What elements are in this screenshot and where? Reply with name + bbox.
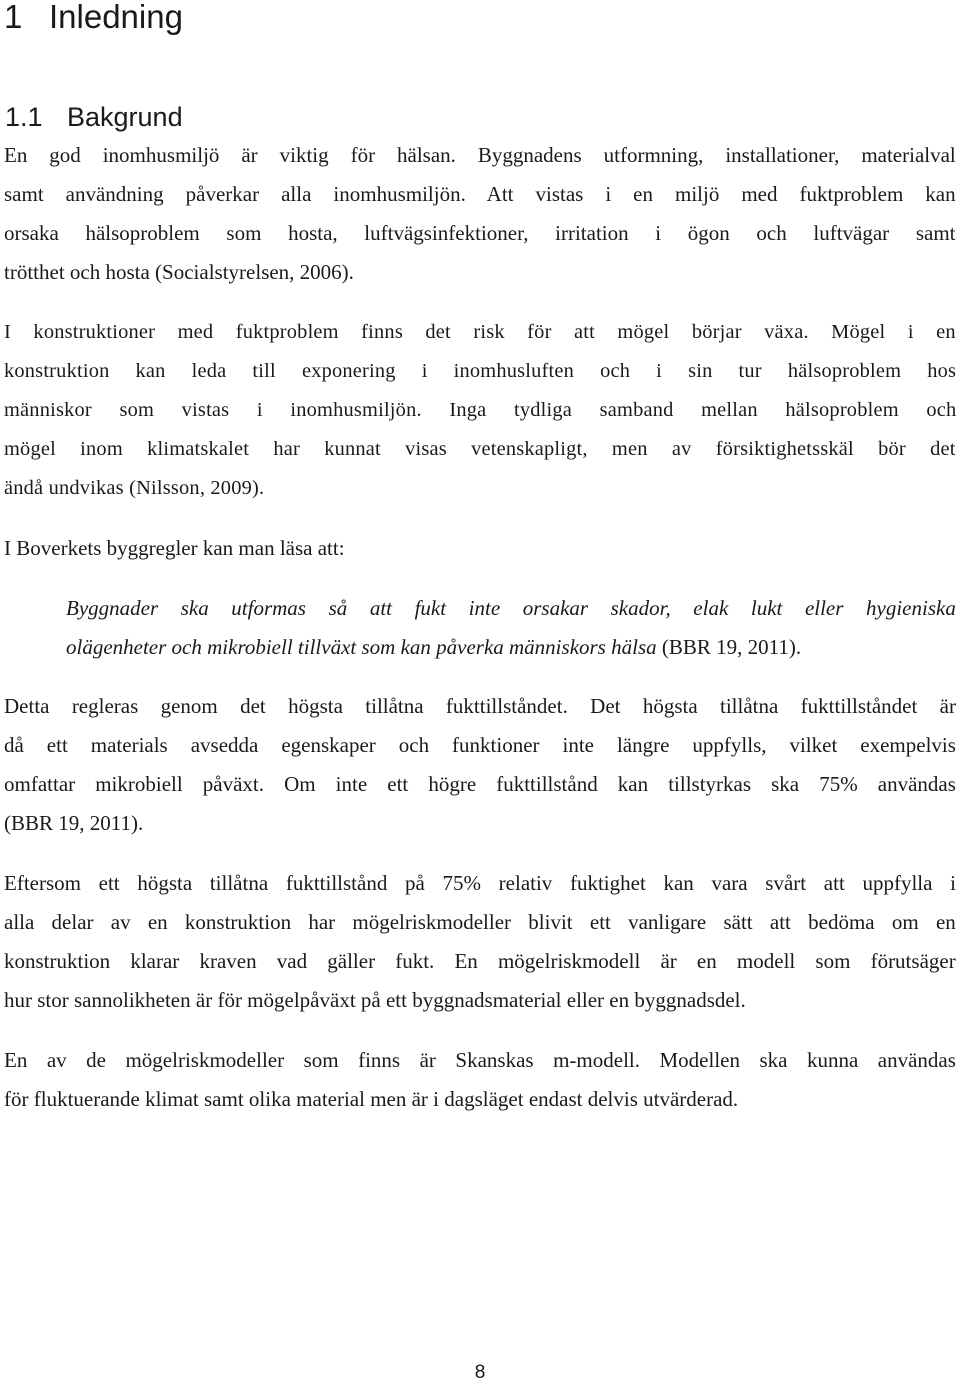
paragraph-line: Eftersom ett högsta tillåtna fukttillstånd på 75% relativ fuktighet kan vara svårt att uppfylla i: [4, 871, 956, 895]
paragraph-line: konstruktion klarar kraven vad gäller fukt. En mögelriskmodell är en modell som förutsäger: [4, 949, 956, 973]
quote-citation: (BBR 19, 2011).: [656, 635, 802, 659]
paragraph-line: samt användning påverkar alla inomhusmiljön. Att vistas i en miljö med fuktproblem kan: [4, 182, 956, 206]
paragraph-line: orsaka hälsoproblem som hosta, luftvägsinfektioner, irritation i ögon och luftvägar samt: [4, 221, 956, 245]
quote-text: olägenheter och mikrobiell tillväxt som kan påverka människors hälsa: [66, 635, 657, 659]
paragraph-line: trötthet och hosta (Socialstyrelsen, 2006).: [4, 260, 354, 284]
section-number: 1.1: [5, 102, 43, 132]
paragraph-line: I konstruktioner med fuktproblem finns det risk för att mögel börjar växa. Mögel i en: [4, 321, 956, 343]
section-title: Bakgrund: [67, 102, 183, 132]
paragraph-line: I Boverkets byggregler kan man läsa att:: [4, 536, 345, 560]
paragraph-line: (BBR 19, 2011).: [4, 811, 144, 835]
paragraph-3: [4, 529, 956, 568]
paragraph-line: konstruktion kan leda till exponering i inomhusluften och i sin tur hälsoproblem hos: [4, 360, 957, 382]
paragraph-line: alla delar av en konstruktion har mögelriskmodeller blivit ett vanligare sätt att bedöma om en: [4, 910, 956, 934]
paragraph-line: hur stor sannolikheten är för mögelpåväxt på ett byggnadsmaterial eller en byggnadsdel.: [4, 988, 746, 1012]
paragraph-line: Detta regleras genom det högsta tillåtna fukttillståndet. Det högsta tillåtna fukttillståndet är: [4, 694, 956, 718]
paragraph-4: [4, 687, 956, 843]
section-heading: [5, 100, 183, 134]
paragraph-1: [4, 136, 956, 292]
chapter-number: 1: [4, 0, 23, 35]
paragraph-line: mögel inom klimatskalet har kunnat visas vetenskapligt, men av försiktighetsskäl bör det: [4, 438, 956, 460]
paragraph-line: omfattar mikrobiell påväxt. Om inte ett högre fukttillstånd kan tillstyrkas ska 75% användas: [4, 772, 956, 796]
quote-text: Byggnader ska utformas så att fukt inte orsakar skador, elak lukt eller hygieniska: [66, 596, 956, 620]
paragraph-line: ändå undvikas (Nilsson, 2009).: [4, 477, 265, 499]
paragraph-line: för fluktuerande klimat samt olika material men är i dagsläget endast delvis utvärderad.: [4, 1087, 739, 1111]
chapter-heading: [4, 0, 183, 40]
chapter-title: Inledning: [49, 0, 183, 35]
paragraph-line: människor som vistas i inomhusmiljön. Inga tydliga samband mellan hälsoproblem och: [4, 399, 957, 421]
quote-line: [66, 589, 956, 628]
paragraph-2: [4, 313, 956, 508]
paragraph-5: [4, 864, 956, 1020]
page-number: 8: [474, 1362, 486, 1383]
quote-line: [66, 628, 956, 667]
paragraph-6: [4, 1041, 956, 1119]
block-quote: [66, 589, 956, 667]
paragraph-line: En god inomhusmiljö är viktig för hälsan. Byggnadens utformning, installationer, materialval: [4, 143, 956, 167]
paragraph-line: då ett materials avsedda egenskaper och funktioner inte längre uppfylls, vilket exempelvis: [4, 733, 956, 757]
paragraph-line: En av de mögelriskmodeller som finns är Skanskas m-modell. Modellen ska kunna användas: [4, 1048, 956, 1072]
